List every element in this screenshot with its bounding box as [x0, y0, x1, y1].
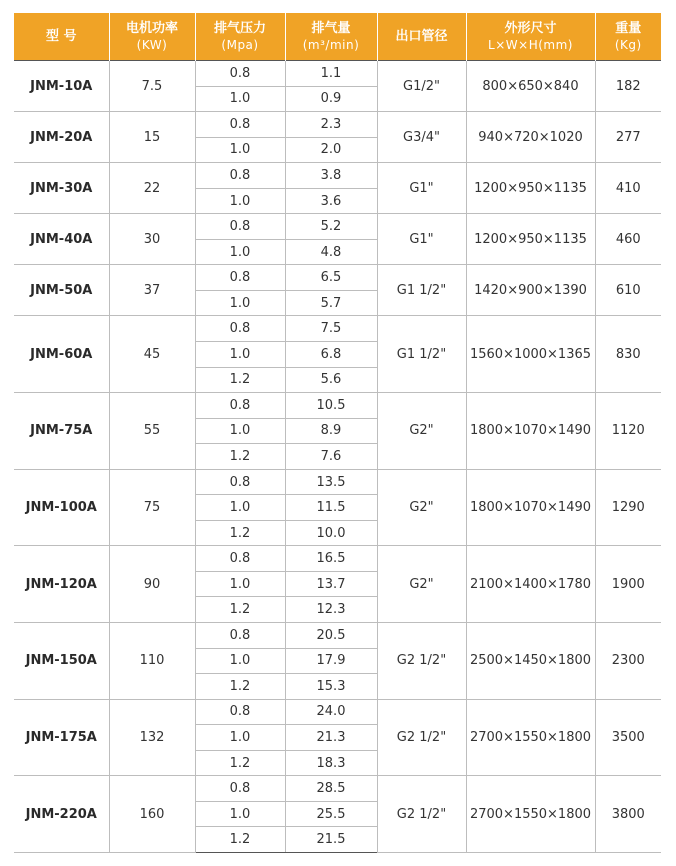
header-model	[14, 13, 109, 61]
outlet-cell: G1"	[377, 163, 466, 214]
table-body	[14, 61, 661, 853]
weight-cell: 182	[595, 61, 661, 112]
pressure-cell: 1.0	[195, 188, 285, 214]
header-row	[14, 13, 661, 61]
spec-table	[14, 13, 661, 853]
dimensions-cell: 2700×1550×1800	[466, 776, 595, 853]
pressure-cell: 0.8	[195, 699, 285, 725]
flow-cell: 15.3	[285, 674, 377, 700]
pressure-cell: 0.8	[195, 61, 285, 87]
pressure-cell: 1.0	[195, 725, 285, 751]
outlet-cell: G1 1/2"	[377, 316, 466, 393]
header-dims-label: 外形尺寸	[504, 20, 557, 36]
outlet-cell: G2"	[377, 469, 466, 546]
pressure-cell: 0.8	[195, 316, 285, 342]
pressure-cell: 0.8	[195, 469, 285, 495]
pressure-cell: 1.0	[195, 290, 285, 316]
header-pressure	[195, 13, 285, 61]
table-row	[14, 776, 661, 802]
outlet-cell: G3/4"	[377, 112, 466, 163]
table-row	[14, 393, 661, 419]
outlet-cell: G1 1/2"	[377, 265, 466, 316]
dimensions-cell: 940×720×1020	[466, 112, 595, 163]
dimensions-cell: 1800×1070×1490	[466, 469, 595, 546]
table-header	[14, 13, 661, 61]
pressure-cell: 1.0	[195, 239, 285, 265]
flow-cell: 3.6	[285, 188, 377, 214]
dimensions-cell: 800×650×840	[466, 61, 595, 112]
pressure-cell: 0.8	[195, 393, 285, 419]
pressure-cell: 0.8	[195, 163, 285, 189]
header-outlet	[377, 13, 466, 61]
model-cell: JNM-100A	[14, 469, 109, 546]
outlet-cell: G1"	[377, 214, 466, 265]
pressure-cell: 1.2	[195, 674, 285, 700]
header-pressure-unit: (Mpa)	[221, 37, 259, 52]
flow-cell: 18.3	[285, 750, 377, 776]
table-row	[14, 699, 661, 725]
dimensions-cell: 2100×1400×1780	[466, 546, 595, 623]
flow-cell: 24.0	[285, 699, 377, 725]
model-cell: JNM-60A	[14, 316, 109, 393]
weight-cell: 3500	[595, 699, 661, 776]
pressure-cell: 0.8	[195, 623, 285, 649]
header-model-label: 型 号	[45, 28, 77, 44]
pressure-cell: 1.2	[195, 367, 285, 393]
pressure-cell: 1.0	[195, 418, 285, 444]
flow-cell: 5.7	[285, 290, 377, 316]
flow-cell: 0.9	[285, 86, 377, 112]
pressure-cell: 1.0	[195, 801, 285, 827]
header-pressure-label: 排气压力	[213, 20, 266, 36]
flow-cell: 6.8	[285, 342, 377, 368]
header-flow	[285, 13, 377, 61]
header-power-unit: (KW)	[136, 37, 168, 52]
flow-cell: 4.8	[285, 239, 377, 265]
model-cell: JNM-175A	[14, 699, 109, 776]
flow-cell: 13.5	[285, 469, 377, 495]
flow-cell: 21.3	[285, 725, 377, 751]
table-row	[14, 163, 661, 189]
power-cell: 110	[109, 623, 195, 700]
flow-cell: 1.1	[285, 61, 377, 87]
power-cell: 90	[109, 546, 195, 623]
table-row	[14, 469, 661, 495]
flow-cell: 25.5	[285, 801, 377, 827]
pressure-cell: 0.8	[195, 776, 285, 802]
pressure-cell: 1.2	[195, 827, 285, 853]
weight-cell: 830	[595, 316, 661, 393]
weight-cell: 2300	[595, 623, 661, 700]
header-flow-label: 排气量	[311, 20, 351, 36]
power-cell: 7.5	[109, 61, 195, 112]
table-row	[14, 316, 661, 342]
flow-cell: 28.5	[285, 776, 377, 802]
model-cell: JNM-10A	[14, 61, 109, 112]
power-cell: 132	[109, 699, 195, 776]
pressure-cell: 0.8	[195, 112, 285, 138]
flow-cell: 5.6	[285, 367, 377, 393]
table-row	[14, 265, 661, 291]
power-cell: 15	[109, 112, 195, 163]
outlet-cell: G2"	[377, 546, 466, 623]
flow-cell: 3.8	[285, 163, 377, 189]
dimensions-cell: 2700×1550×1800	[466, 699, 595, 776]
dimensions-cell: 2500×1450×1800	[466, 623, 595, 700]
weight-cell: 277	[595, 112, 661, 163]
flow-cell: 7.5	[285, 316, 377, 342]
model-cell: JNM-40A	[14, 214, 109, 265]
weight-cell: 1120	[595, 393, 661, 470]
pressure-cell: 1.0	[195, 571, 285, 597]
outlet-cell: G2 1/2"	[377, 699, 466, 776]
pressure-cell: 1.0	[195, 342, 285, 368]
outlet-cell: G2"	[377, 393, 466, 470]
model-cell: JNM-220A	[14, 776, 109, 853]
outlet-cell: G2 1/2"	[377, 623, 466, 700]
flow-cell: 5.2	[285, 214, 377, 240]
pressure-cell: 1.0	[195, 495, 285, 521]
header-weight	[595, 13, 661, 61]
model-cell: JNM-50A	[14, 265, 109, 316]
flow-cell: 21.5	[285, 827, 377, 853]
pressure-cell: 1.0	[195, 648, 285, 674]
pressure-cell: 1.2	[195, 750, 285, 776]
model-cell: JNM-75A	[14, 393, 109, 470]
flow-cell: 13.7	[285, 571, 377, 597]
pressure-cell: 0.8	[195, 214, 285, 240]
flow-cell: 11.5	[285, 495, 377, 521]
model-cell: JNM-30A	[14, 163, 109, 214]
pressure-cell: 1.2	[195, 444, 285, 470]
pressure-cell: 1.2	[195, 597, 285, 623]
model-cell: JNM-150A	[14, 623, 109, 700]
power-cell: 22	[109, 163, 195, 214]
flow-cell: 2.0	[285, 137, 377, 163]
flow-cell: 12.3	[285, 597, 377, 623]
flow-cell: 17.9	[285, 648, 377, 674]
weight-cell: 3800	[595, 776, 661, 853]
weight-cell: 460	[595, 214, 661, 265]
header-flow-unit: (m³/min)	[302, 37, 360, 52]
weight-cell: 1900	[595, 546, 661, 623]
flow-cell: 6.5	[285, 265, 377, 291]
header-weight-label: 重量	[615, 20, 642, 36]
dimensions-cell: 1420×900×1390	[466, 265, 595, 316]
header-dims	[466, 13, 595, 61]
header-power	[109, 13, 195, 61]
flow-cell: 20.5	[285, 623, 377, 649]
power-cell: 30	[109, 214, 195, 265]
flow-cell: 10.5	[285, 393, 377, 419]
power-cell: 45	[109, 316, 195, 393]
pressure-cell: 0.8	[195, 546, 285, 572]
flow-cell: 10.0	[285, 520, 377, 546]
model-cell: JNM-20A	[14, 112, 109, 163]
pressure-cell: 1.0	[195, 137, 285, 163]
header-weight-unit: (Kg)	[614, 37, 642, 52]
outlet-cell: G2 1/2"	[377, 776, 466, 853]
power-cell: 75	[109, 469, 195, 546]
outlet-cell: G1/2"	[377, 61, 466, 112]
pressure-cell: 1.2	[195, 520, 285, 546]
weight-cell: 410	[595, 163, 661, 214]
flow-cell: 8.9	[285, 418, 377, 444]
dimensions-cell: 1800×1070×1490	[466, 393, 595, 470]
power-cell: 37	[109, 265, 195, 316]
dimensions-cell: 1560×1000×1365	[466, 316, 595, 393]
table-row	[14, 214, 661, 240]
header-dims-unit: L×W×H(mm)	[488, 37, 573, 52]
model-cell: JNM-120A	[14, 546, 109, 623]
table-row	[14, 61, 661, 87]
weight-cell: 1290	[595, 469, 661, 546]
flow-cell: 2.3	[285, 112, 377, 138]
weight-cell: 610	[595, 265, 661, 316]
power-cell: 160	[109, 776, 195, 853]
header-power-label: 电机功率	[125, 20, 178, 36]
pressure-cell: 1.0	[195, 86, 285, 112]
dimensions-cell: 1200×950×1135	[466, 214, 595, 265]
table-row	[14, 623, 661, 649]
table-row	[14, 112, 661, 138]
flow-cell: 7.6	[285, 444, 377, 470]
power-cell: 55	[109, 393, 195, 470]
flow-cell: 16.5	[285, 546, 377, 572]
header-outlet-label: 出口管径	[395, 28, 448, 44]
pressure-cell: 0.8	[195, 265, 285, 291]
dimensions-cell: 1200×950×1135	[466, 163, 595, 214]
table-row	[14, 546, 661, 572]
